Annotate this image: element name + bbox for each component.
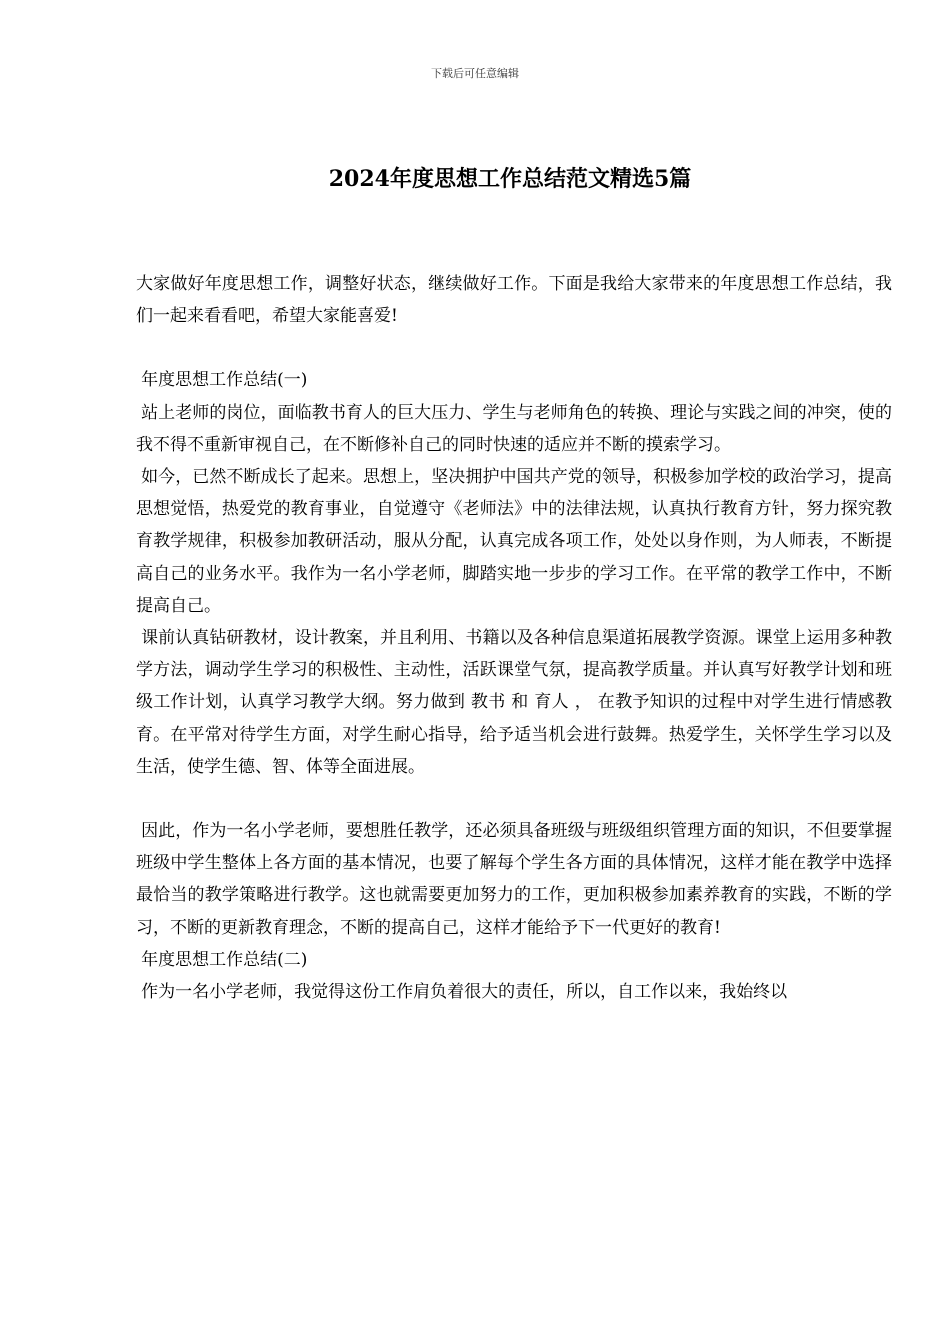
section-heading: 年度思想工作总结(一): [141, 370, 308, 391]
spacer: [136, 332, 892, 364]
document-body: [136, 268, 892, 1008]
document-title: 2024年度思想工作总结范文精选5篇: [328, 166, 692, 192]
body-paragraph: 如今，已然不断成长了起来。思想上，坚决拥护中国共产党的领导，积极参加学校的政治学习，提高思想觉悟，热爱党的教育事业，自觉遵守《老师法》中的法律法规，认真执行教育方针，努力探究教育教学规律，积极参加教研活动，服从分配，认真完成各项工作，处处以身作则，为人师表，不断提高自己的业务水平。我作为一名小学老师，脚踏实地一步步的学习工作。在平常的教学工作中，不断提高自己。: [136, 467, 892, 616]
page-header-note: 下载后可任意编辑: [431, 67, 519, 80]
section-heading: 年度思想工作总结(二): [141, 949, 308, 970]
body-paragraph: 作为一名小学老师，我觉得这份工作肩负着很大的责任，所以，自工作以来，我始终以: [141, 982, 788, 1003]
intro-paragraph: 大家做好年度思想工作，调整好状态，继续做好工作。下面是我给大家带来的年度思想工作总结，我们一起来看看吧，希望大家能喜爱!: [136, 274, 892, 327]
body-paragraph: 课前认真钻研教材，设计教案，并且利用、书籍以及各种信息渠道拓展教学资源。课堂上运用多种教学方法，调动学生学习的积极性、主动性，活跃课堂气氛，提高教学质量。并认真写好教学计划和班级工作计划，认真学习教学大纲。努力做到 教书 和 育人 ， 在教予知识的过程中对学生进行情感教育。在平常对待学生方面，对学生耐心指导，给予适当机会进行鼓舞。热爱学生，关怀学生学习以及生活，使学生德、智、体等全面进展。: [136, 628, 892, 777]
body-paragraph: 站上老师的岗位，面临教书育人的巨大压力、学生与老师角色的转换、理论与实践之间的冲突，使的我不得不重新审视自己，在不断修补自己的同时快速的适应并不断的摸索学习。: [136, 402, 892, 455]
body-paragraph: 因此，作为一名小学老师，要想胜任教学，还必须具备班级与班级组织管理方面的知识，不但要掌握班级中学生整体上各方面的基本情况，也要了解每个学生各方面的具体情况，这样才能在教学中选择最恰当的教学策略进行教学。这也就需要更加努力的工作，更加积极参加素养教育的实践，不断的学习，不断的更新教育理念，不断的提高自己，这样才能给予下一代更好的教育!: [136, 821, 892, 938]
spacer: [136, 783, 892, 815]
